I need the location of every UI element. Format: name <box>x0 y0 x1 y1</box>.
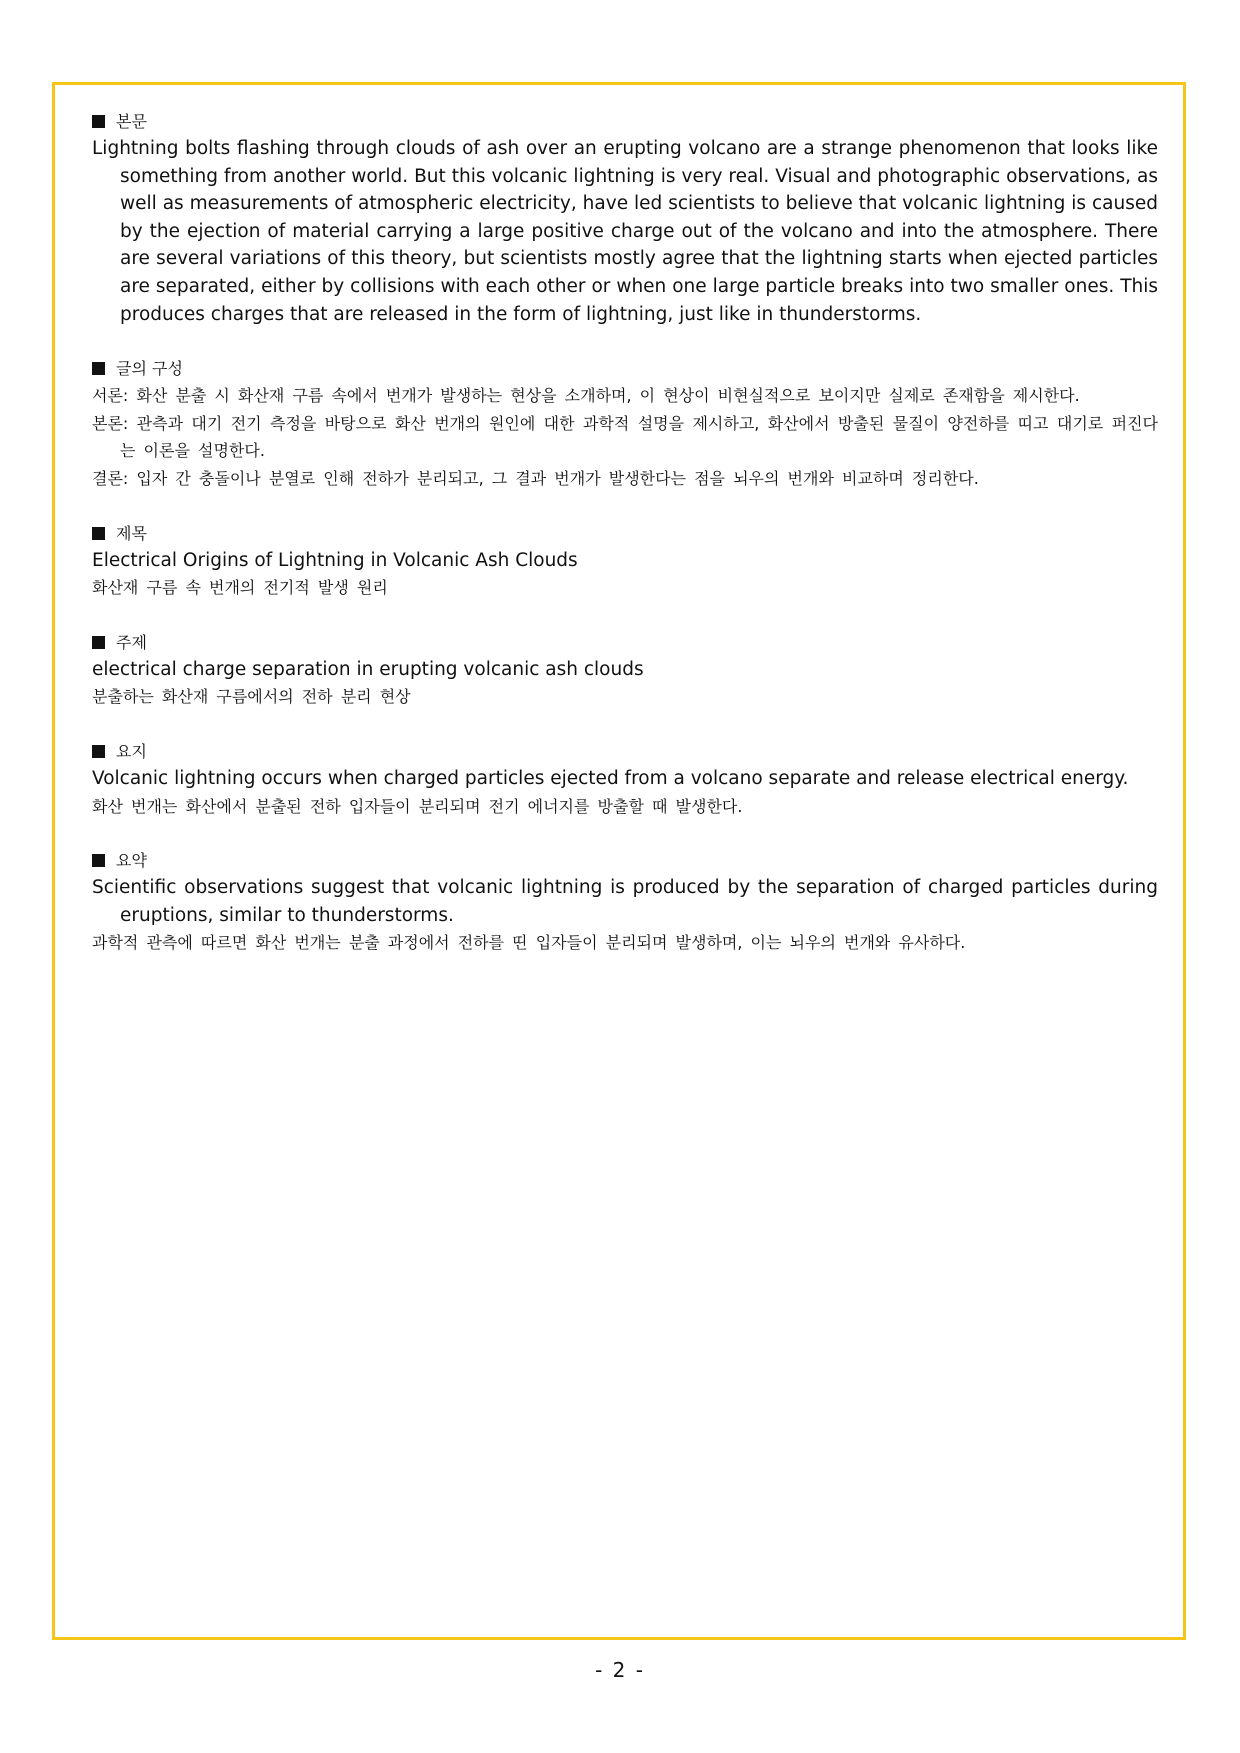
structure-conclusion: 결론: 입자 간 충돌이나 분열로 인해 전하가 분리되고, 그 결과 번개가 발생한다는 점을 뇌우의 번개와 비교하며 정리한다. <box>92 468 979 488</box>
section-topic <box>92 629 1158 711</box>
square-bullet-icon <box>92 527 105 540</box>
title-korean: 화산재 구름 속 번개의 전기적 발생 원리 <box>92 578 388 598</box>
document-content <box>92 108 1158 984</box>
section-structure <box>92 355 1158 492</box>
topic-korean: 분출하는 화산재 구름에서의 전하 분리 현상 <box>92 687 411 707</box>
section-heading-title <box>92 520 1158 547</box>
structure-intro: 서론: 화산 분출 시 화산재 구름 속에서 번개가 발생하는 현상을 소개하며, 이 현상이 비현실적으로 보이지만 실제로 존재함을 제시한다. <box>92 386 1080 406</box>
heading-label: 요약 <box>116 851 147 871</box>
square-bullet-icon <box>92 362 105 375</box>
body-paragraph: Lightning bolts flashing through clouds of ash over an erupting volcano are a strange phenomenon that looks like something from another world. But this volcanic lightning is very real. Visual and photographic observations, as well as measurements of atmospheric electricity, have led scientists to believe that volcanic lightning is caused by the ejection of material carrying a large positive charge out of the volcano and into the atmosphere. There are several variations of this theory, but scientists mostly agree that the lightning starts when ejected particles are separated, either by collisions with each other or when one large particle breaks into two smaller ones. This produces charges that are released in the form of lightning, just like in thunderstorms. <box>92 138 1158 325</box>
section-heading-summary <box>92 847 1158 874</box>
square-bullet-icon <box>92 636 105 649</box>
square-bullet-icon <box>92 745 105 758</box>
heading-label: 제목 <box>116 523 147 543</box>
square-bullet-icon <box>92 115 105 128</box>
section-summary <box>92 847 1158 957</box>
gist-korean: 화산 번개는 화산에서 분출된 전하 입자들이 분리되며 전기 에너지를 방출할 때 발생한다. <box>92 796 743 816</box>
title-english: Electrical Origins of Lightning in Volcanic Ash Clouds <box>92 549 578 571</box>
section-heading-topic <box>92 629 1158 656</box>
section-body <box>92 108 1158 328</box>
square-bullet-icon <box>92 854 105 867</box>
section-heading-body <box>92 108 1158 135</box>
heading-label: 본문 <box>116 112 147 131</box>
gist-english: Volcanic lightning occurs when charged particles ejected from a volcano separate and release electrical energy. <box>92 767 1129 789</box>
heading-label: 요지 <box>116 741 147 761</box>
page-number: - 2 - <box>595 1658 645 1682</box>
section-heading-structure <box>92 355 1158 382</box>
topic-english: electrical charge separation in erupting volcanic ash clouds <box>92 658 644 680</box>
heading-label: 글의 구성 <box>116 359 183 379</box>
summary-english: Scientific observations suggest that volcanic lightning is produced by the separation of charged particles during eruptions, similar to thunderstorms. <box>92 877 1158 926</box>
section-gist <box>92 738 1158 820</box>
summary-korean: 과학적 관측에 따르면 화산 번개는 분출 과정에서 전하를 띤 입자들이 분리되며 발생하며, 이는 뇌우의 번개와 유사하다. <box>92 933 966 953</box>
structure-main: 본론: 관측과 대기 전기 측정을 바탕으로 화산 번개의 원인에 대한 과학적 설명을 제시하고, 화산에서 방출된 물질이 양전하를 띠고 대기로 퍼진다는 이론을 설명한다. <box>92 413 1158 461</box>
section-heading-gist <box>92 738 1158 765</box>
section-title <box>92 520 1158 602</box>
heading-label: 주제 <box>116 632 147 652</box>
